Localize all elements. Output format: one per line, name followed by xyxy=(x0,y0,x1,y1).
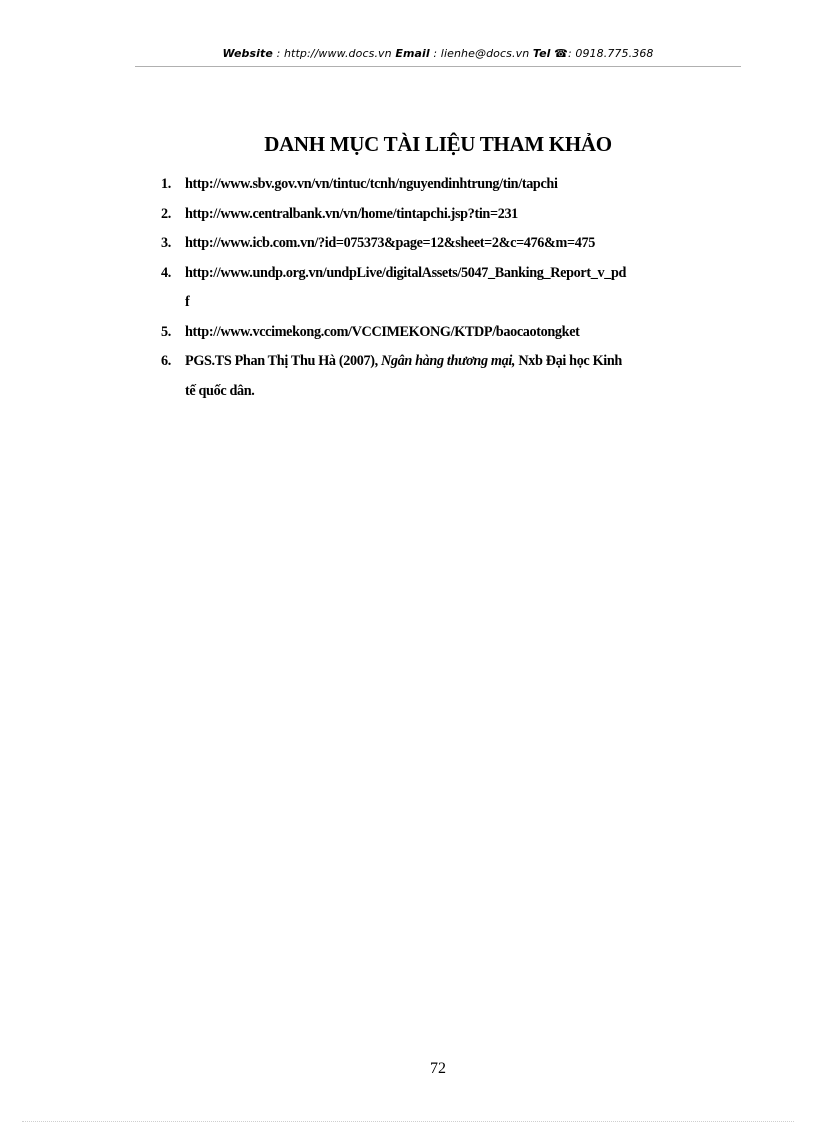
tel-value: : 0918.775.368 xyxy=(567,47,654,60)
reference-number: 3. xyxy=(161,235,171,251)
reference-link[interactable]: http://www.icb.com.vn/?id=075373&page=12&sheet=2&c=476&m=475 xyxy=(185,235,595,251)
reference-number: 1. xyxy=(161,176,171,192)
list-item xyxy=(161,229,746,259)
page-title: DANH MỤC TÀI LIỆU THAM KHẢO xyxy=(264,132,612,156)
list-item xyxy=(161,347,746,406)
list-item xyxy=(161,318,746,348)
reference-list xyxy=(161,170,746,406)
footer-divider xyxy=(22,1121,794,1122)
reference-link[interactable]: http://www.vccimekong.com/VCCIMEKONG/KTDP/baocaotongket xyxy=(185,323,580,340)
website-label: Website xyxy=(222,47,273,60)
page-header xyxy=(135,47,741,60)
reference-link[interactable]: http://www.sbv.gov.vn/vn/tintuc/tcnh/nguyendinhtrung/tin/tapchi xyxy=(185,176,558,192)
email-label: Email xyxy=(395,47,430,60)
list-item xyxy=(161,259,746,318)
page-number: 72 xyxy=(430,1060,446,1077)
reference-link[interactable]: http://www.undp.org.vn/undpLive/digitalAssets/5047_Banking_Report_v_pd xyxy=(185,264,627,281)
reference-link[interactable]: http://www.centralbank.vn/vn/home/tintapchi.jsp?tin=231 xyxy=(185,205,518,222)
phone-icon: ☎ xyxy=(554,47,568,60)
email-value: : lienhe@docs.vn xyxy=(433,47,530,60)
list-item xyxy=(161,200,746,230)
reference-number: 6. xyxy=(161,353,171,369)
reference-number: 4. xyxy=(161,264,171,281)
list-item xyxy=(161,170,746,200)
website-value: : http://www.docs.vn xyxy=(276,47,392,60)
reference-author: PGS.TS Phan Thị Thu Hà (2007), xyxy=(185,353,378,369)
reference-link-continuation[interactable]: f xyxy=(185,294,190,310)
reference-number: 5. xyxy=(161,323,171,340)
header-divider xyxy=(135,66,741,67)
tel-label: Tel xyxy=(532,47,551,60)
reference-publisher: Nxb Đại học Kinh xyxy=(518,353,622,369)
reference-number: 2. xyxy=(161,205,171,222)
reference-publisher-continuation: tế quốc dân. xyxy=(185,382,255,399)
reference-book-title: Ngân hàng thương mại, xyxy=(381,353,516,369)
